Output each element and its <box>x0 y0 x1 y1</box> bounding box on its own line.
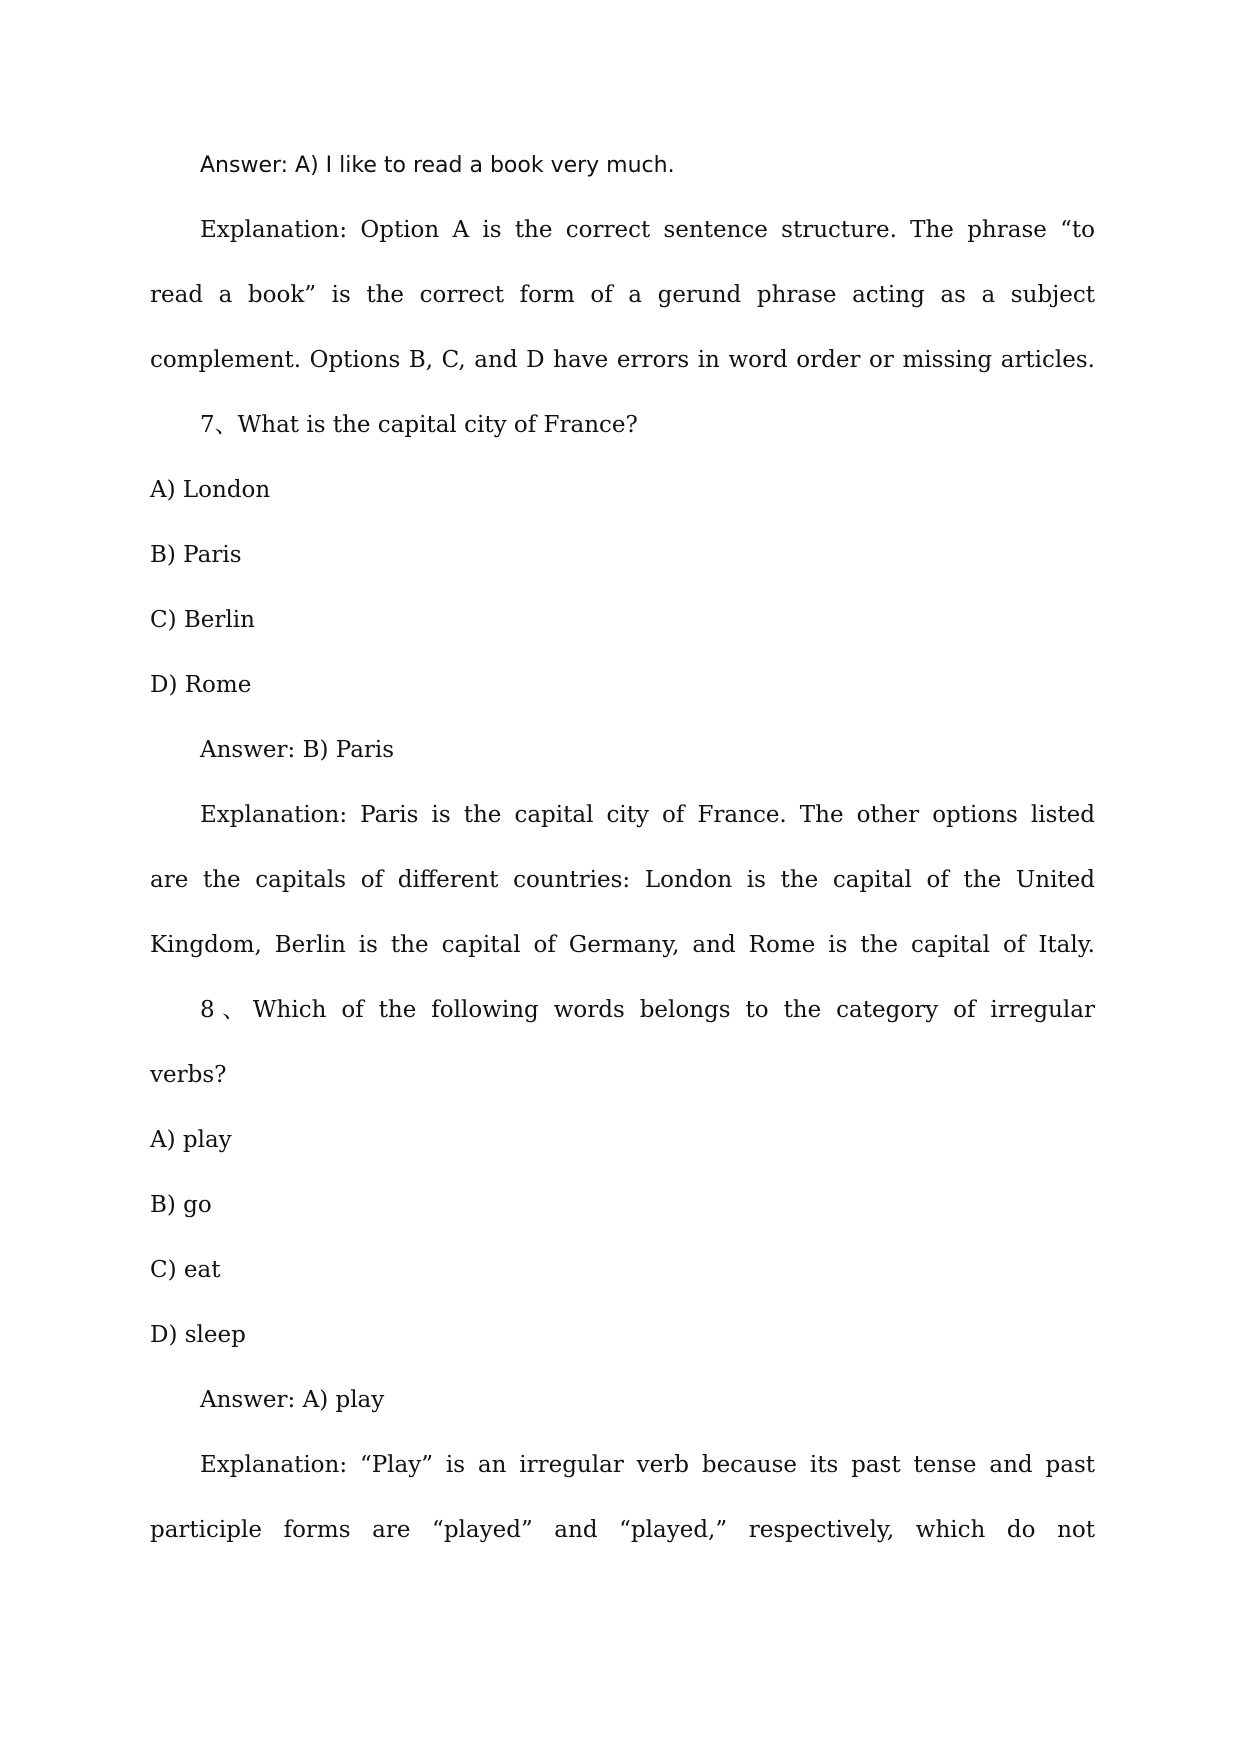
explanation-7-line-3: Kingdom, Berlin is the capital of Germany, and Rome is the capital of Italy. <box>150 932 1095 958</box>
answer-7: Answer: B) Paris <box>200 737 395 763</box>
question-7-option-c: C) Berlin <box>150 607 255 633</box>
question-8-option-a: A) play <box>150 1127 232 1153</box>
question-7-option-a: A) London <box>150 477 271 503</box>
question-8-option-d: D) sleep <box>150 1322 246 1348</box>
answer-6: Answer: A) I like to read a book very much. <box>200 153 675 178</box>
explanation-8-line-2: participle forms are “played” and “played,” respectively, which do not <box>150 1517 1095 1543</box>
question-8-option-b: B) go <box>150 1192 212 1218</box>
question-8-option-c: C) eat <box>150 1257 221 1283</box>
question-7: 7、What is the capital city of France? <box>200 412 638 438</box>
explanation-7-line-2: are the capitals of different countries: London is the capital of the United <box>150 867 1095 893</box>
explanation-6-line-1: Explanation: Option A is the correct sentence structure. The phrase “to <box>200 217 1095 243</box>
answer-8: Answer: A) play <box>200 1387 385 1413</box>
question-7-option-d: D) Rome <box>150 672 252 698</box>
question-7-option-b: B) Paris <box>150 542 242 568</box>
explanation-6-line-2: read a book” is the correct form of a gerund phrase acting as a subject <box>150 282 1095 308</box>
explanation-8-line-1: Explanation: “Play” is an irregular verb because its past tense and past <box>200 1452 1095 1478</box>
question-8-line-1: 8、Which of the following words belongs to the category of irregular <box>200 997 1095 1023</box>
question-8-line-2: verbs? <box>150 1062 227 1088</box>
explanation-6-line-3: complement. Options B, C, and D have errors in word order or missing articles. <box>150 347 1095 373</box>
explanation-7-line-1: Explanation: Paris is the capital city of France. The other options listed <box>200 802 1095 828</box>
document-body <box>150 133 1095 1563</box>
